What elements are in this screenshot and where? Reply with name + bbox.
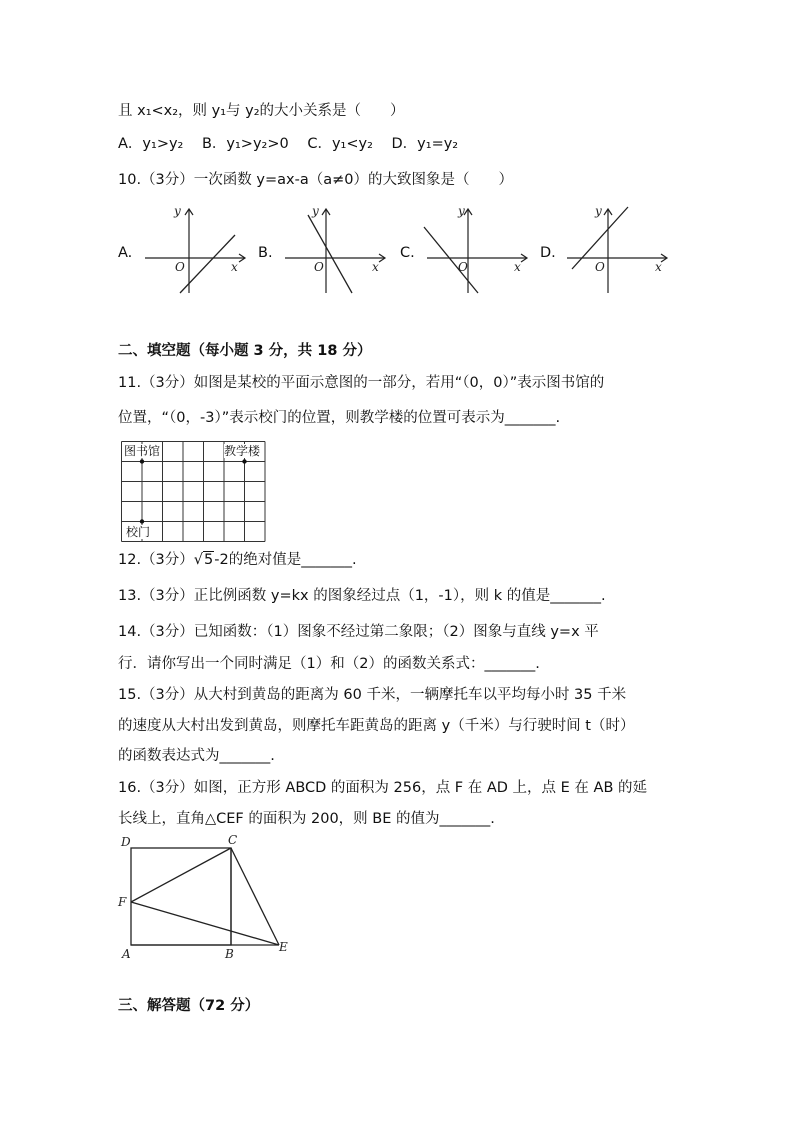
q15-line3: 的函数表达式为_______. xyxy=(118,748,275,764)
q10-b-x-label: x xyxy=(372,260,379,274)
q10-b-function-line xyxy=(308,215,352,293)
q16-figure xyxy=(115,830,300,965)
q10-b-y-label: y xyxy=(312,204,319,218)
q10-option-b-label: B. xyxy=(258,245,273,261)
q16-label-e: E xyxy=(279,940,288,954)
section-2-title: 二、填空题（每小题 3 分，共 18 分） xyxy=(118,343,372,359)
q10-graph-c xyxy=(422,203,532,298)
q10-d-origin: O xyxy=(595,260,605,274)
q14-line2: 行．请你写出一个同时满足（1）和（2）的函数关系式：_______. xyxy=(118,656,540,672)
q16-line1: 16.（3分）如图，正方形 ABCD 的面积为 256，点 F 在 AD 上，点 E 在 AB 的延 xyxy=(118,780,648,796)
q16-label-f: F xyxy=(118,895,127,909)
q10-d-x-label: x xyxy=(655,260,662,274)
q10-stem: 10.（3分）一次函数 y=ax-a（a≠0）的大致图象是（ ） xyxy=(118,172,513,188)
q10-a-x-label: x xyxy=(231,260,238,274)
q11-line2: 位置，“（0，-3）”表示校门的位置，则教学楼的位置可表示为_______. xyxy=(118,410,561,426)
q16-label-a: A xyxy=(122,947,131,961)
q10-a-origin: O xyxy=(175,260,185,274)
q15-line2: 的速度从大村出发到黄岛，则摩托车距黄岛的距离 y（千米）与行驶时间 t（时） xyxy=(118,718,635,734)
q14-line1: 14.（3分）已知函数：（1）图象不经过第二象限；（2）图象与直线 y=x 平 xyxy=(118,624,599,640)
q10-graph-a xyxy=(140,203,250,298)
q11-teaching-point xyxy=(242,459,246,463)
q13-line: 13.（3分）正比例函数 y=kx 的图象经过点（1，-1），则 k 的值是_______. xyxy=(118,588,606,604)
q10-c-x-label: x xyxy=(514,260,521,274)
q12-radicand: 5 xyxy=(204,552,214,568)
q11-campus-grid xyxy=(121,441,266,542)
q9-option-d: D．y₁=y₂ xyxy=(391,136,459,152)
q10-option-a-label: A. xyxy=(118,245,133,261)
q10-a-y-label: y xyxy=(174,204,181,218)
q10-c-origin: O xyxy=(458,260,468,274)
q16-segment-fc xyxy=(131,848,231,902)
q9-option-b: B．y₁>y₂>0 xyxy=(201,136,289,152)
q10-option-d-label: D. xyxy=(540,245,556,261)
q10-d-y-label: y xyxy=(595,204,602,218)
q12-sqrt-sign: √ xyxy=(193,552,204,568)
q11-line1: 11.（3分）如图是某校的平面示意图的一部分，若用“（0，0）”表示图书馆的 xyxy=(118,375,605,391)
q10-c-y-label: y xyxy=(458,204,465,218)
q9-line1: 且 x₁<x₂，则 y₁与 y₂的大小关系是（ ） xyxy=(118,103,405,119)
q9-options xyxy=(118,134,472,154)
q10-graph-d xyxy=(562,203,672,298)
q11-teaching-label: 教学楼 xyxy=(224,444,261,458)
q10-c-function-line xyxy=(424,227,478,293)
q12-prefix: 12.（3分） xyxy=(118,552,194,568)
q16-square xyxy=(131,848,231,945)
q9-option-a: A．y₁>y₂ xyxy=(118,136,184,152)
q16-label-b: B xyxy=(225,947,234,961)
q16-segment-fe xyxy=(131,902,279,945)
q16-line2: 长线上，直角△CEF 的面积为 200，则 BE 的值为_______. xyxy=(118,811,495,827)
q10-b-origin: O xyxy=(314,260,324,274)
section-3-title: 三、解答题（72 分） xyxy=(118,998,260,1014)
q11-gate-label: 校门 xyxy=(126,525,151,539)
q9-option-c: C．y₁<y₂ xyxy=(307,136,373,152)
q11-library-point xyxy=(140,459,144,463)
q12-suffix: -2的绝对值是_______. xyxy=(214,552,357,568)
q10-a-function-line xyxy=(180,235,235,293)
q11-gate-point xyxy=(140,519,144,523)
q10-option-c-label: C. xyxy=(400,245,415,261)
q16-label-d: D xyxy=(121,835,131,849)
q10-graph-b xyxy=(280,203,390,298)
q11-library-label: 图书馆 xyxy=(124,444,161,458)
q16-label-c: C xyxy=(228,833,238,847)
q12-line xyxy=(118,550,357,570)
q16-segment-ce xyxy=(231,848,279,945)
q15-line1: 15.（3分）从大村到黄岛的距离为 60 千米，一辆摩托车以平均每小时 35 千米 xyxy=(118,687,627,703)
